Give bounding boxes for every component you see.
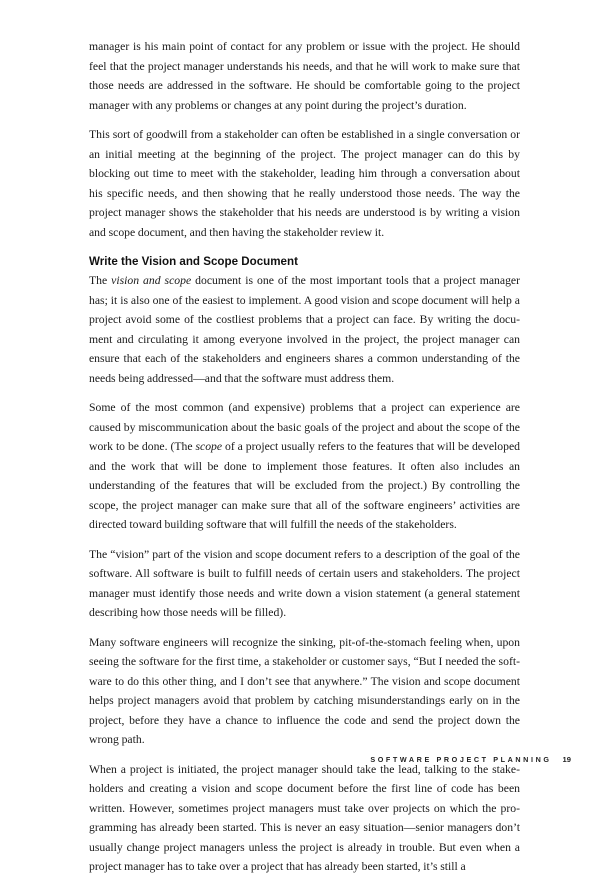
scope-paragraph-rest: of a project usually refers to the features that will be developed and the work that will be done to implement those features. It often also includes an understanding of the features that will be excluded from the project.) By controlling the scope, the project manager can make sure that all of the software engineers’ activities are directed toward building software that will fulfill the needs of the stakeholders. [89, 440, 520, 531]
vision-paragraph-rest: document is one of the most important tools that a project manager has; it is also one of the easiest to implement. A good vision and scope document will help a project avoid some of the costliest problems that a project can face. By writing the document and circulating it among everyone involved in the project, the project manager can ensure that each of the stakeholders and engineers shares a common understanding of the needs being addressed—and that the software must address them. [89, 274, 520, 385]
vision-paragraph-lead: The [89, 274, 112, 287]
intro-paragraph-2: This sort of goodwill from a stakeholder can often be established in a single conversation or an initial meeting at the beginning of the project. The project manager can do this by blocking out time to meet with the stakeholder, leading him through a conversation about his specific needs, and then showing that he really understood those needs. The way the project manager shows the stakeholder that his needs are understood is by writing a vision and scope document, and then having the stakeholder review it. [89, 128, 520, 239]
vision-scope-paragraph [89, 271, 520, 388]
vision-part-paragraph: The “vision” part of the vision and scope document refers to a description of the goal of the software. All software is built to fulfill needs of certain users and stakeholders. The project manager must identify those needs and write down a vision statement (a general statement describing how those needs will be filled). [89, 547, 520, 619]
running-footer-title: SOFTWARE PROJECT PLANNING [370, 755, 552, 764]
page-number: 19 [562, 755, 571, 764]
project-initiation-paragraph: When a project is initiated, the project manager should take the lead, talking to the stakeholders and creating a vision and scope document before the first line of code has been written. However, sometimes project managers must take over projects on which the programming has already been started. This is never an easy situation—senior managers don’t usually change project managers unless the project is already in trouble. But even when a project manager has to take over a project that has already been started, it’s still a [89, 762, 520, 873]
intro-paragraph-1: manager is his main point of contact for any problem or issue with the project. He should feel that the project manager understands his needs, and that he will work to make sure that those needs are addressed in the software. He should be comfortable going to the project manager with any problems or changes at any point during the project’s duration. [89, 40, 520, 112]
scope-paragraph-lead: Some of the most common (and expensive) problems that a project can experience are caused by miscommunication about the basic goals of the project and about the scope of the work to be done. (The [89, 401, 520, 453]
scope-definition-paragraph [89, 398, 520, 535]
page-footer [370, 755, 571, 764]
vision-and-scope-term: vision and scope [111, 274, 192, 287]
section-heading: Write the Vision and Scope Document [89, 255, 298, 268]
scope-term: scope [195, 440, 223, 453]
misunderstanding-paragraph: Many software engineers will recognize the sinking, pit-of-the-stomach feeling when, upon seeing the software for the first time, a stakeholder or customer says, “But I needed the software to do this other thing, and I don’t see that anywhere.” The vision and scope document helps project managers avoid that problem by catching misunderstandings early on in the project, before they have a chance to influence the code and send the project down the wrong path. [89, 635, 520, 746]
